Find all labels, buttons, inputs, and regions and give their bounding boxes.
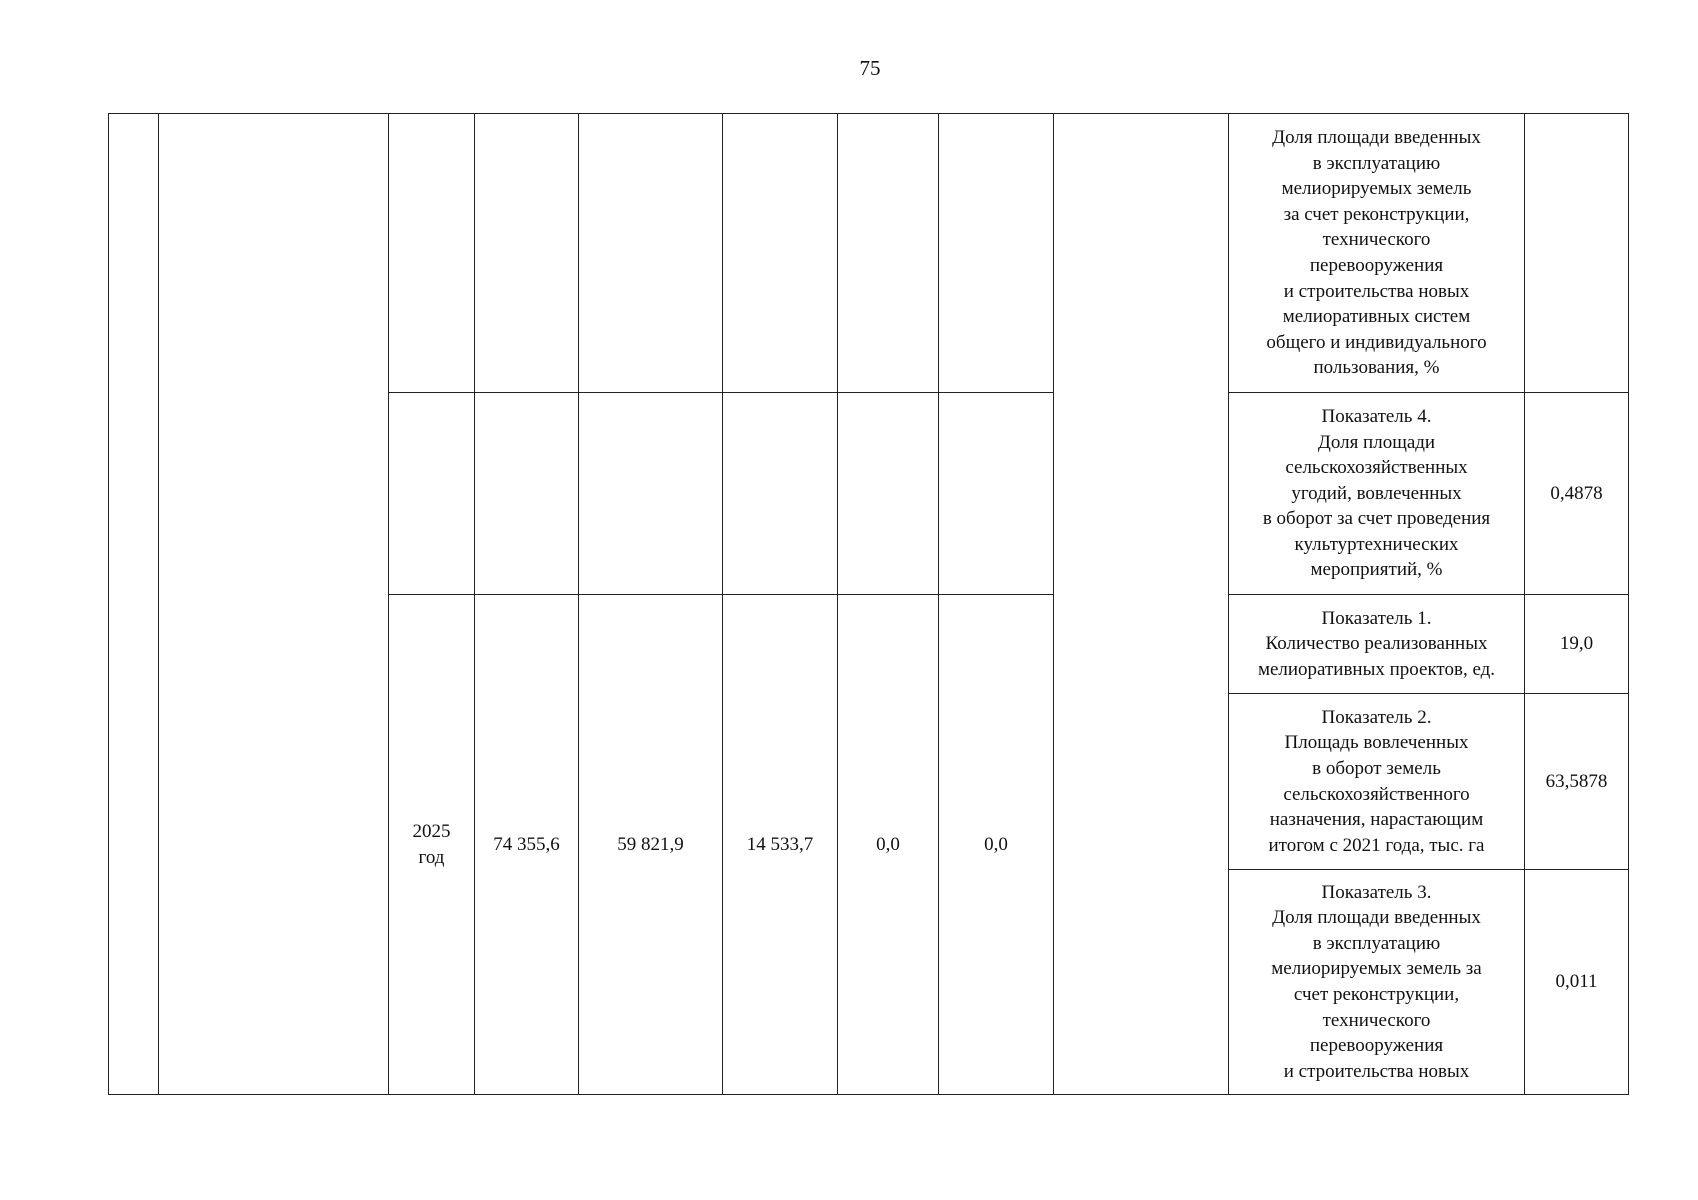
program-table bbox=[108, 113, 1629, 1095]
page-number: 75 bbox=[859, 56, 881, 80]
name-cell bbox=[159, 114, 389, 1095]
indicator-cell: Доля площади введенных в эксплуатацию мелиорируемых земель за счет реконструкции, технического перевооружения и строительства новых мелиоративных систем общего и индивидуального пользования, % bbox=[1229, 114, 1525, 393]
amount-cell-empty bbox=[723, 393, 838, 595]
indicator-value-cell: 63,5878 bbox=[1525, 694, 1629, 870]
year-cell: 2025 год bbox=[389, 595, 475, 1095]
amount-cell-empty bbox=[579, 114, 723, 393]
amount-cell-empty bbox=[838, 114, 939, 393]
amount-local-cell: 0,0 bbox=[838, 595, 939, 1095]
number-cell bbox=[109, 114, 159, 1095]
amount-regional-cell: 14 533,7 bbox=[723, 595, 838, 1095]
table-row bbox=[109, 114, 1629, 393]
amount-cell-empty bbox=[579, 393, 723, 595]
amount-cell-empty bbox=[475, 393, 579, 595]
amount-cell-empty bbox=[939, 114, 1054, 393]
amount-cell-empty bbox=[838, 393, 939, 595]
indicator-cell: Показатель 2. Площадь вовлеченных в оборот земель сельскохозяйственного назначения, нарастающим итогом с 2021 года, тыс. га bbox=[1229, 694, 1525, 870]
indicator-value-cell bbox=[1525, 114, 1629, 393]
year-cell-empty bbox=[389, 393, 475, 595]
indicator-cell: Показатель 1. Количество реализованных мелиоративных проектов, ед. bbox=[1229, 595, 1525, 694]
amount-total-cell: 74 355,6 bbox=[475, 595, 579, 1095]
amount-cell-empty bbox=[723, 114, 838, 393]
indicator-value-cell: 0,011 bbox=[1525, 870, 1629, 1095]
responsible-cell bbox=[1054, 114, 1229, 1095]
year-cell-empty bbox=[389, 114, 475, 393]
amount-other-cell: 0,0 bbox=[939, 595, 1054, 1095]
indicator-cell: Показатель 3. Доля площади введенных в эксплуатацию мелиорируемых земель за счет реконструкции, технического перевооружения и строительства новых bbox=[1229, 870, 1525, 1095]
amount-cell-empty bbox=[939, 393, 1054, 595]
indicator-value-cell: 19,0 bbox=[1525, 595, 1629, 694]
indicator-value-cell: 0,4878 bbox=[1525, 393, 1629, 595]
indicator-cell: Показатель 4. Доля площади сельскохозяйственных угодий, вовлеченных в оборот за счет проведения культуртехнических мероприятий, % bbox=[1229, 393, 1525, 595]
amount-cell-empty bbox=[475, 114, 579, 393]
amount-federal-cell: 59 821,9 bbox=[579, 595, 723, 1095]
